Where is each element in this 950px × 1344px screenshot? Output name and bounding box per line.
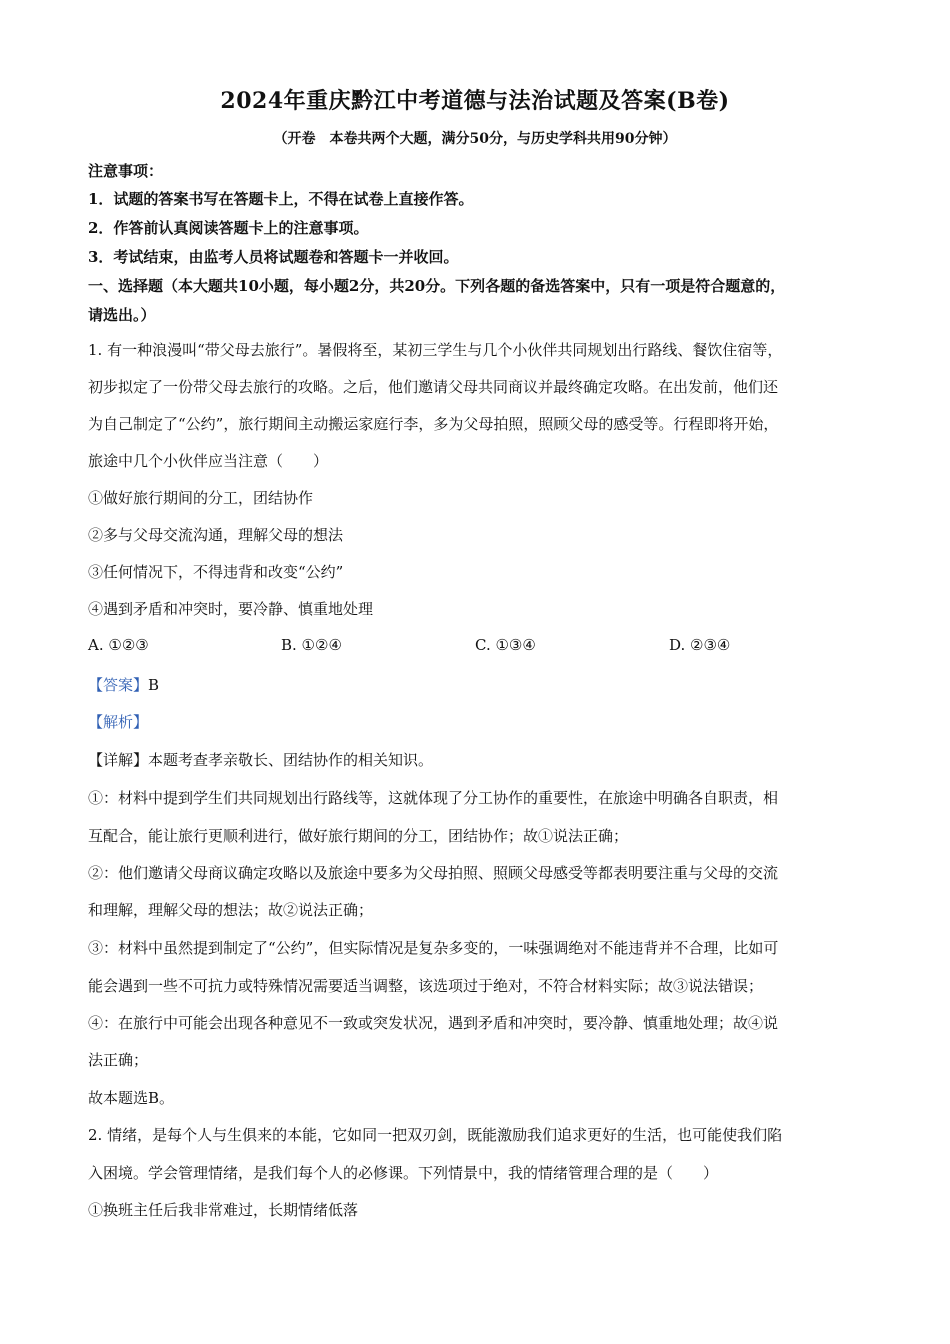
q1-statement: ③任何情况下，不得违背和改变“公约”	[88, 563, 344, 581]
notes-heading: 注意事项：	[88, 162, 164, 180]
q2-statement: ①换班主任后我非常难过，长期情绪低落	[88, 1201, 359, 1219]
page-subtitle: （开卷 本卷共两个大题，满分50分，与历史学科共用90分钟）	[273, 131, 677, 147]
q1-detail-line: 互配合，能让旅行更顺利进行，做好旅行期间的分工，团结协作；故①说法正确；	[88, 827, 629, 845]
q1-detail-line: ④：在旅行中可能会出现各种意见不一致或突发状况，遇到矛盾和冲突时，要冷静、慎重地处理；故④说	[88, 1014, 779, 1032]
q1-analysis-label: 【解析】	[88, 713, 149, 731]
q1-answer	[88, 674, 868, 695]
q1-statement: ④遇到矛盾和冲突时，要冷静、慎重地处理	[88, 600, 374, 618]
q1-detail-line: 能会遇到一些不可抗力或特殊情况需要适当调整，该选项过于绝对，不符合材料实际；故③说法错误；	[88, 977, 764, 995]
q1-detail-line: 法正确；	[88, 1051, 149, 1069]
section-heading: 一、选择题（本大题共10小题，每小题2分，共20分。下列各题的备选答案中，只有一项是符合题意的，	[88, 277, 786, 295]
q1-stem-line: 为自己制定了“公约”，旅行期间主动搬运家庭行李，多为父母拍照，照顾父母的感受等。行程即将开始，	[88, 415, 779, 433]
q1-statement: ②多与父母交流沟通，理解父母的想法	[88, 526, 344, 544]
page-title: 2024年重庆黔江中考道德与法治试题及答案(B卷)	[220, 88, 730, 114]
q1-stem-line: 1. 有一种浪漫叫“带父母去旅行”。暑假将至，某初三学生与几个小伙伴共同规划出行路线、餐饮住宿等，	[88, 341, 783, 359]
answer-label: 【答案】	[88, 676, 149, 694]
q1-stem-line: 初步拟定了一份带父母去旅行的攻略。之后，他们邀请父母共同商议并最终确定攻略。在出发前，他们还	[88, 378, 779, 396]
note-item: 3．考试结束，由监考人员将试题卷和答题卡一并收回。	[88, 248, 459, 266]
q2-stem-line: 入困境。学会管理情绪，是我们每个人的必修课。下列情景中，我的情绪管理合理的是（ ）	[88, 1164, 719, 1182]
q2-stem-line: 2. 情绪，是每个人与生俱来的本能，它如同一把双刃剑，既能激励我们追求更好的生活，也可能使我们陷	[88, 1126, 783, 1144]
q1-detail-line: 故本题选B。	[88, 1089, 175, 1107]
q1-option-d: D. ②③④	[669, 636, 731, 654]
q1-detail-line: ②：他们邀请父母商议确定攻略以及旅途中要多为父母拍照、照顾父母感受等都表明要注重与父母的交流	[88, 864, 779, 882]
q1-option-a: A. ①②③	[88, 636, 149, 654]
note-item: 1．试题的答案书写在答题卡上，不得在试卷上直接作答。	[88, 190, 474, 208]
note-item: 2．作答前认真阅读答题卡上的注意事项。	[88, 219, 369, 237]
q1-stem-line: 旅途中几个小伙伴应当注意（ ）	[88, 452, 329, 470]
q1-detail-line: ①：材料中提到学生们共同规划出行路线等，这就体现了分工协作的重要性，在旅途中明确各自职责，相	[88, 789, 779, 807]
q1-option-b: B. ①②④	[281, 636, 342, 654]
answer-value: B	[148, 676, 160, 694]
q1-detail-line: 【详解】本题考查孝亲敬长、团结协作的相关知识。	[88, 751, 434, 769]
q1-detail-line: ③：材料中虽然提到制定了“公约”，但实际情况是复杂多变的，一味强调绝对不能违背并不合理，比如可	[88, 939, 779, 957]
section-heading-cont: 请选出。）	[88, 306, 156, 324]
q1-statement: ①做好旅行期间的分工，团结协作	[88, 489, 314, 507]
q1-option-c: C. ①③④	[475, 636, 536, 654]
q1-detail-line: 和理解，理解父母的想法；故②说法正确；	[88, 901, 374, 919]
